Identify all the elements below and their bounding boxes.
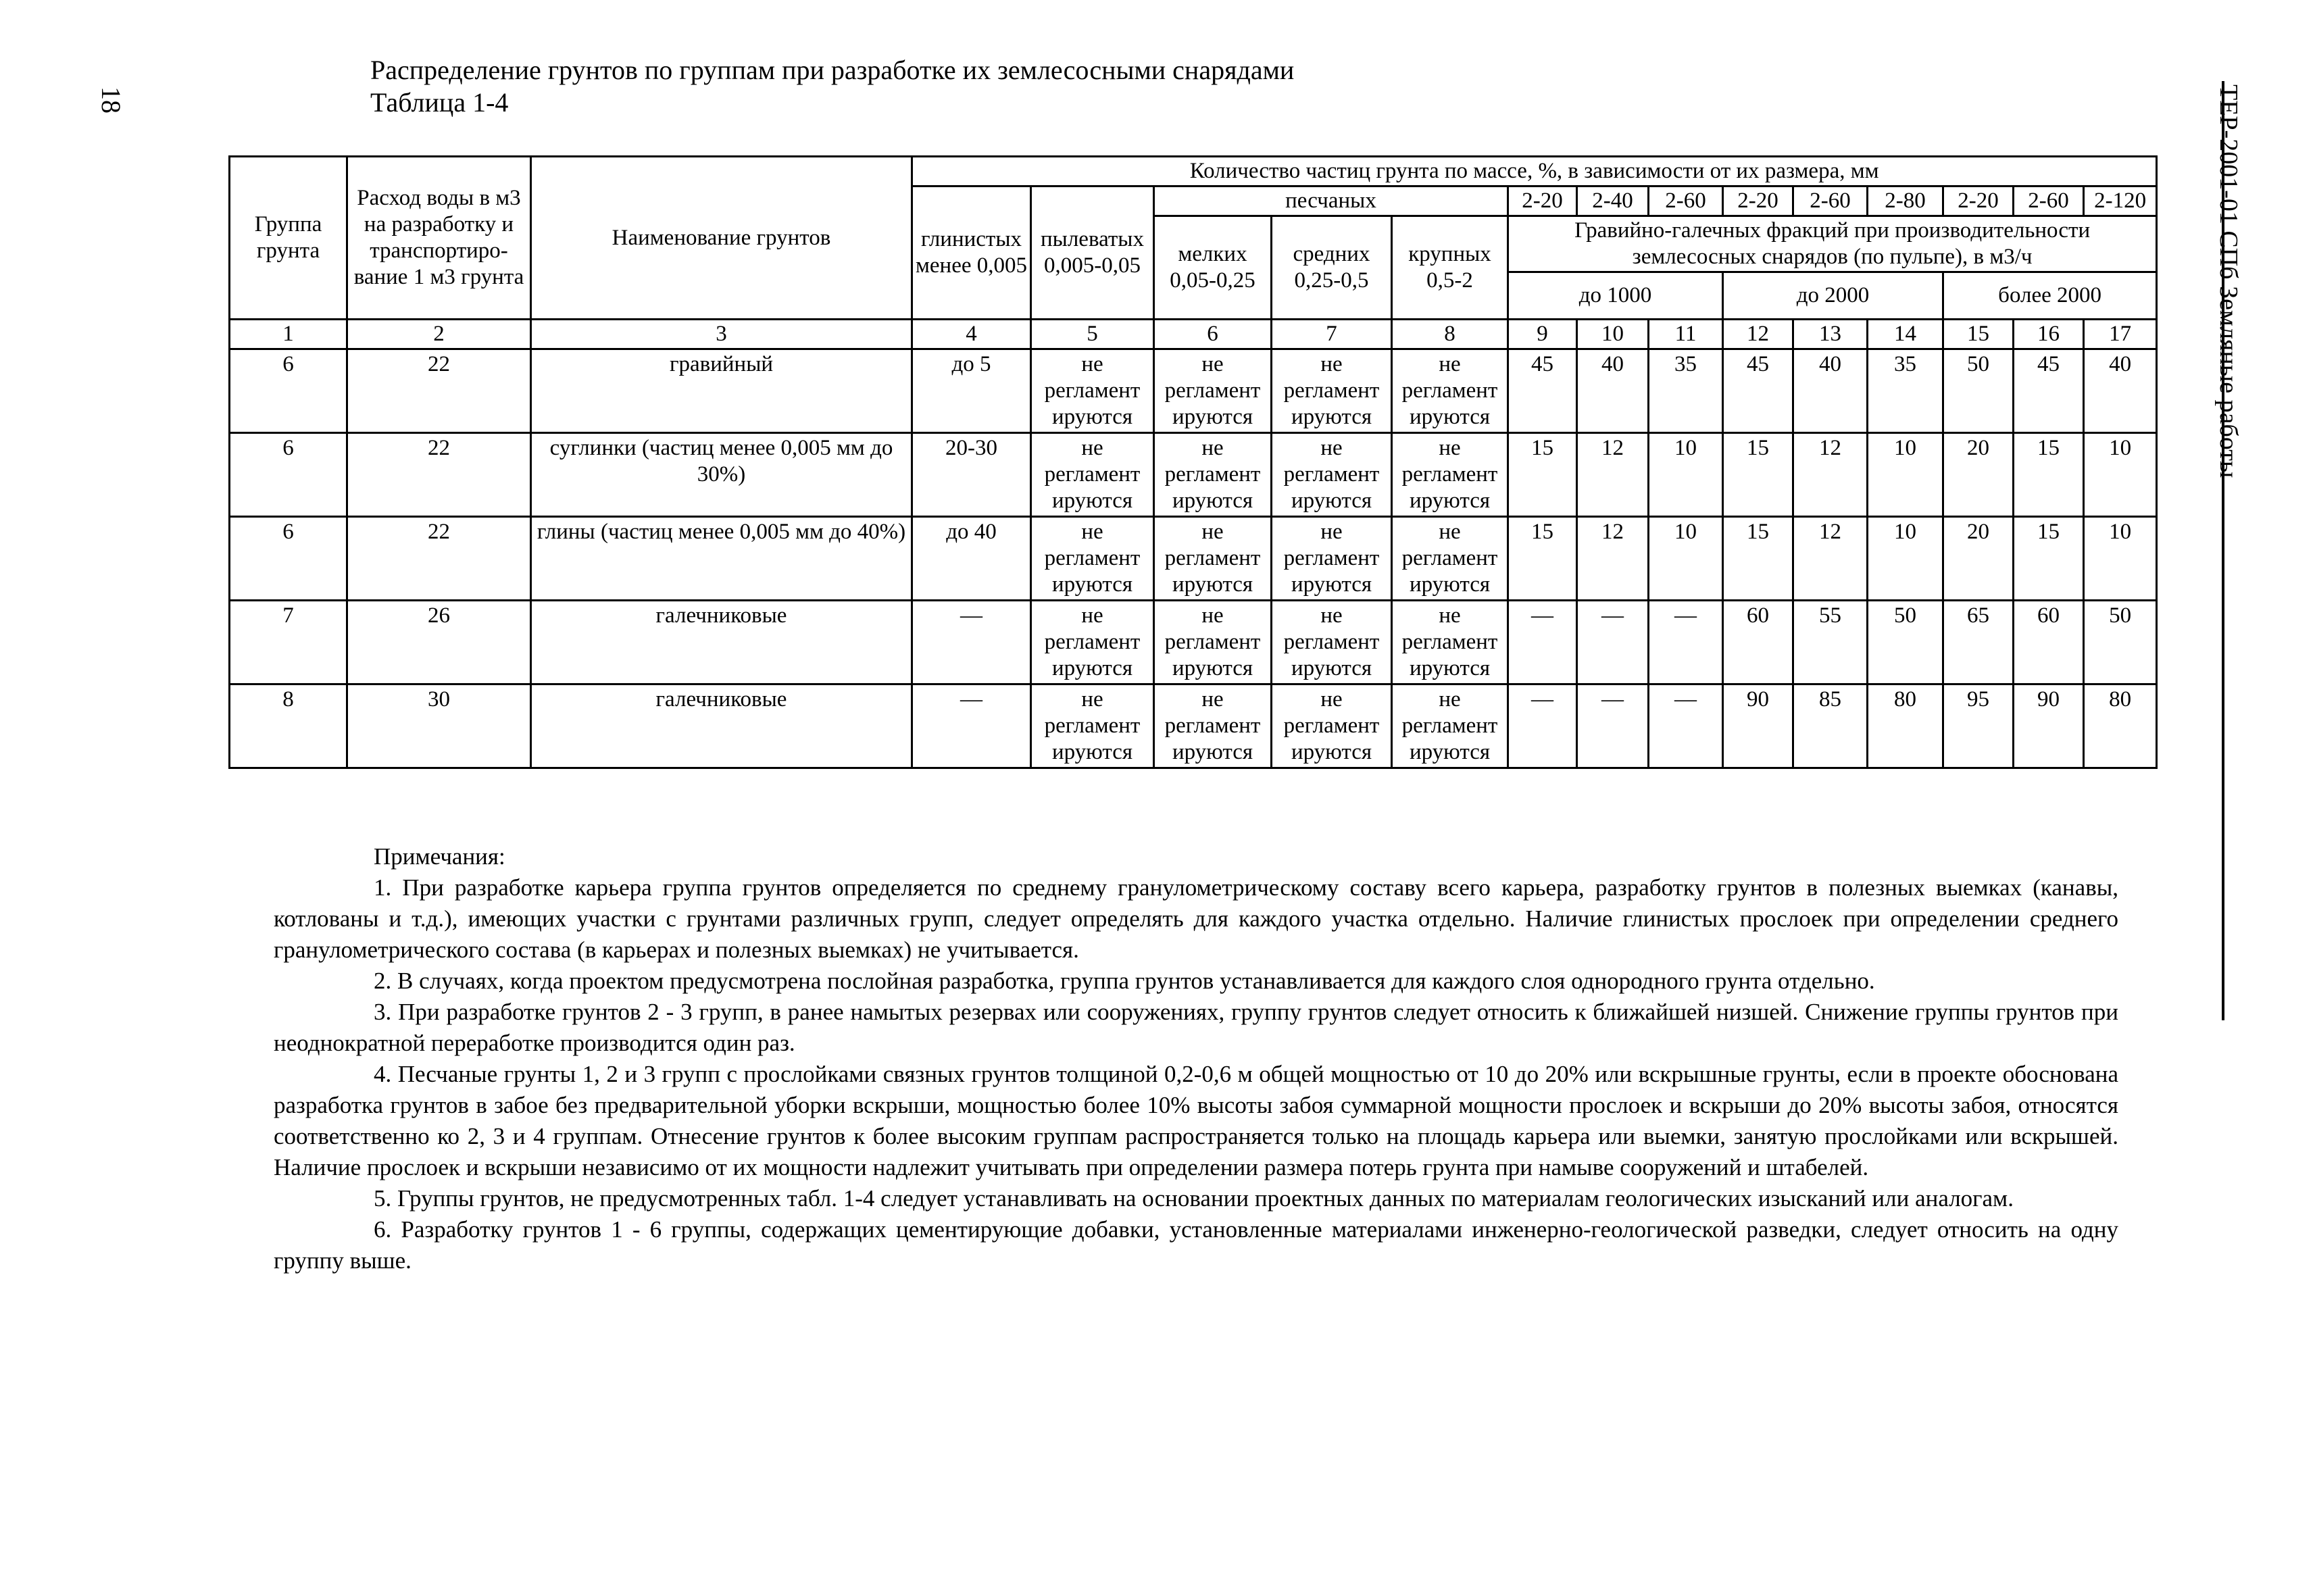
cell-gravel-value: — — [1577, 601, 1649, 684]
cell-gravel-value: 60 — [2014, 601, 2084, 684]
soil-groups-table — [228, 155, 2158, 769]
note-item: 3. При разработке грунтов 2 - 3 групп, в ранее намытых резервах или сооружениях, группу грунтов следует относить к ближайшей низшей. Снижение группы грунтов при неоднократной переработке производится один раз. — [274, 999, 2118, 1056]
header-fraction: 2-60 — [1793, 186, 1868, 216]
column-number: 10 — [1577, 320, 1649, 349]
cell-gravel-value: 45 — [1723, 349, 1793, 433]
header-coarse-sand: крупных 0,5-2 — [1392, 216, 1508, 320]
header-fraction: 2-20 — [1943, 186, 2014, 216]
cell-coarse: не регламент ируются — [1392, 517, 1508, 601]
cell-gravel-value: 12 — [1577, 517, 1649, 601]
cell-name: суглинки (частиц менее 0,005 мм до 30%) — [531, 433, 912, 517]
header-capacity: более 2000 — [1943, 272, 2157, 320]
cell-clay: до 5 — [912, 349, 1031, 433]
note-item: 4. Песчаные грунты 1, 2 и 3 групп с прослойками связных грунтов толщиной 0,2-0,6 м общей мощностью от 10 до 20% или вскрышные грунты, если в проекте обоснована разработка грунтов в забое без предварительной уборки вскрыши, мощностью более 10% высоты забоя суммарной мощности прослоек и вскрыши до 20% высоты забоя, относятся соответственно ко 2, 3 и 4 группам. Отнесение грунтов к более высоким группам распространяется только на площадь карьера или выемки, занятую прослойками или вскрышей. Наличие прослоек и вскрыши независимо от их мощности надлежит учитывать при определении размера потерь грунта при намыве сооружений и штабелей. — [274, 1061, 2118, 1180]
cell-clay: — — [912, 601, 1031, 684]
note-item: 6. Разработку грунтов 1 - 6 группы, содержащих цементирующие добавки, установленные материалами инженерно-геологической разведки, следует относить на одну группу выше. — [274, 1216, 2118, 1274]
cell-gravel-value: 50 — [2084, 601, 2157, 684]
cell-coarse: не регламент ируются — [1392, 601, 1508, 684]
table-row — [230, 601, 2157, 684]
cell-silt: не регламент ируются — [1031, 349, 1154, 433]
cell-gravel-value: 65 — [1943, 601, 2014, 684]
column-number: 15 — [1943, 320, 2014, 349]
cell-gravel-value: 12 — [1577, 433, 1649, 517]
column-number: 6 — [1154, 320, 1272, 349]
notes-block — [274, 841, 2118, 1276]
column-number: 11 — [1649, 320, 1723, 349]
header-fraction: 2-60 — [1649, 186, 1723, 216]
header-fraction: 2-60 — [2014, 186, 2084, 216]
cell-gravel-value: — — [1577, 684, 1649, 768]
header-water: Расход воды в м3 на разработку и транспортиро-вание 1 м3 грунта — [347, 157, 531, 320]
cell-medium: не регламент ируются — [1272, 517, 1392, 601]
cell-gravel-value: 10 — [2084, 517, 2157, 601]
cell-gravel-value: 10 — [2084, 433, 2157, 517]
column-number: 16 — [2014, 320, 2084, 349]
cell-gravel-value: 50 — [1868, 601, 1943, 684]
cell-gravel-value: 90 — [1723, 684, 1793, 768]
cell-medium: не регламент ируются — [1272, 684, 1392, 768]
cell-medium: не регламент ируются — [1272, 601, 1392, 684]
header-medium-sand: средних 0,25-0,5 — [1272, 216, 1392, 320]
header-fraction: 2-80 — [1868, 186, 1943, 216]
cell-gravel-value: — — [1649, 684, 1723, 768]
page-number: 18 — [96, 86, 126, 114]
side-running-title: ТЕР-2001-01 СПб Земляные работы — [2214, 84, 2243, 478]
cell-gravel-value: 15 — [1508, 433, 1577, 517]
cell-silt: не регламент ируются — [1031, 601, 1154, 684]
cell-gravel-value: 35 — [1868, 349, 1943, 433]
cell-silt: не регламент ируются — [1031, 433, 1154, 517]
column-number: 12 — [1723, 320, 1793, 349]
table-row — [230, 433, 2157, 517]
cell-clay: до 40 — [912, 517, 1031, 601]
cell-gravel-value: 15 — [1723, 433, 1793, 517]
table-label: Таблица 1-4 — [370, 87, 509, 118]
cell-name: гравийный — [531, 349, 912, 433]
cell-medium: не регламент ируются — [1272, 433, 1392, 517]
header-particles: Количество частиц грунта по массе, %, в зависимости от их размера, мм — [912, 157, 2157, 186]
cell-gravel-value: 80 — [2084, 684, 2157, 768]
cell-gravel-value: 50 — [1943, 349, 2014, 433]
table-row — [230, 349, 2157, 433]
cell-group: 7 — [230, 601, 347, 684]
note-item: 1. При разработке карьера группа грунтов определяется по среднему гранулометрическому составу всего карьера, разработку грунтов в полезных выемках (канавы, котлованы и т.д.), имеющих участки с грунтами различных групп, следует определять для каждого участка отдельно. Наличие глинистых прослоек при определении среднего гранулометрического состава (в карьерах и полезных выемках) не учитывается. — [274, 874, 2118, 963]
cell-clay: 20-30 — [912, 433, 1031, 517]
column-number: 3 — [531, 320, 912, 349]
column-number: 17 — [2084, 320, 2157, 349]
header-fraction: 2-20 — [1723, 186, 1793, 216]
cell-gravel-value: 85 — [1793, 684, 1868, 768]
cell-gravel-value: 15 — [1508, 517, 1577, 601]
cell-fine: не регламент ируются — [1154, 601, 1272, 684]
cell-gravel-value: 10 — [1868, 517, 1943, 601]
cell-coarse: не регламент ируются — [1392, 433, 1508, 517]
notes-title: Примечания: — [374, 843, 505, 870]
cell-gravel-value: 45 — [2014, 349, 2084, 433]
header-fraction: 2-40 — [1577, 186, 1649, 216]
cell-gravel-value: — — [1508, 601, 1577, 684]
document-title: Распределение грунтов по группам при разработке их землесосными снарядами — [370, 55, 1295, 85]
header-fraction: 2-120 — [2084, 186, 2157, 216]
cell-water: 22 — [347, 349, 531, 433]
cell-silt: не регламент ируются — [1031, 684, 1154, 768]
column-number: 14 — [1868, 320, 1943, 349]
column-number: 2 — [347, 320, 531, 349]
column-number: 4 — [912, 320, 1031, 349]
cell-fine: не регламент ируются — [1154, 517, 1272, 601]
cell-coarse: не регламент ируются — [1392, 349, 1508, 433]
cell-gravel-value: 35 — [1649, 349, 1723, 433]
cell-group: 6 — [230, 349, 347, 433]
column-number: 9 — [1508, 320, 1577, 349]
cell-gravel-value: 80 — [1868, 684, 1943, 768]
cell-gravel-value: 55 — [1793, 601, 1868, 684]
table-row — [230, 517, 2157, 601]
cell-name: галечниковые — [531, 684, 912, 768]
cell-gravel-value: — — [1508, 684, 1577, 768]
cell-water: 30 — [347, 684, 531, 768]
header-fraction: 2-20 — [1508, 186, 1577, 216]
column-number: 7 — [1272, 320, 1392, 349]
header-group: Группа грунта — [230, 157, 347, 320]
note-item: 5. Группы грунтов, не предусмотренных табл. 1-4 следует устанавливать на основании проектных данных по материалам геологических изысканий или аналогам. — [374, 1185, 2014, 1212]
header-capacity: до 2000 — [1723, 272, 1943, 320]
table-row — [230, 684, 2157, 768]
cell-gravel-value: 90 — [2014, 684, 2084, 768]
cell-gravel-value: 12 — [1793, 517, 1868, 601]
cell-fine: не регламент ируются — [1154, 433, 1272, 517]
cell-gravel-value: 45 — [1508, 349, 1577, 433]
cell-group: 8 — [230, 684, 347, 768]
header-fine-sand: мелких 0,05-0,25 — [1154, 216, 1272, 320]
column-number: 1 — [230, 320, 347, 349]
cell-gravel-value: 15 — [2014, 517, 2084, 601]
cell-gravel-value: — — [1649, 601, 1723, 684]
cell-gravel-value: 40 — [1793, 349, 1868, 433]
cell-gravel-value: 95 — [1943, 684, 2014, 768]
cell-name: глины (частиц менее 0,005 мм до 40%) — [531, 517, 912, 601]
cell-gravel-value: 15 — [2014, 433, 2084, 517]
column-number: 5 — [1031, 320, 1154, 349]
cell-silt: не регламент ируются — [1031, 517, 1154, 601]
cell-water: 22 — [347, 517, 531, 601]
title-block — [370, 54, 1294, 119]
cell-medium: не регламент ируются — [1272, 349, 1392, 433]
cell-group: 6 — [230, 517, 347, 601]
cell-water: 22 — [347, 433, 531, 517]
cell-gravel-value: 10 — [1649, 433, 1723, 517]
cell-name: галечниковые — [531, 601, 912, 684]
cell-fine: не регламент ируются — [1154, 684, 1272, 768]
cell-fine: не регламент ируются — [1154, 349, 1272, 433]
cell-gravel-value: 12 — [1793, 433, 1868, 517]
cell-group: 6 — [230, 433, 347, 517]
cell-clay: — — [912, 684, 1031, 768]
header-silt: пылеватых 0,005-0,05 — [1031, 186, 1154, 320]
header-capacity: до 1000 — [1508, 272, 1723, 320]
cell-gravel-value: 15 — [1723, 517, 1793, 601]
note-item: 2. В случаях, когда проектом предусмотрена послойная разработка, группа грунтов устанавливается для каждого слоя однородного грунта отдельно. — [374, 968, 1875, 994]
cell-gravel-value: 10 — [1868, 433, 1943, 517]
column-number: 8 — [1392, 320, 1508, 349]
cell-gravel-value: 40 — [2084, 349, 2157, 433]
cell-coarse: не регламент ируются — [1392, 684, 1508, 768]
cell-gravel-value: 40 — [1577, 349, 1649, 433]
column-number: 13 — [1793, 320, 1868, 349]
cell-gravel-value: 60 — [1723, 601, 1793, 684]
cell-gravel-value: 20 — [1943, 517, 2014, 601]
cell-gravel-value: 20 — [1943, 433, 2014, 517]
cell-water: 26 — [347, 601, 531, 684]
header-gravel-fractions: Гравийно-галечных фракций при производительности землесосных снарядов (по пульпе), в м3/ч — [1508, 216, 2157, 272]
cell-gravel-value: 10 — [1649, 517, 1723, 601]
header-soil-name: Наименование грунтов — [531, 157, 912, 320]
header-clay: глинистых менее 0,005 — [912, 186, 1031, 320]
header-sandy: песчаных — [1154, 186, 1508, 216]
